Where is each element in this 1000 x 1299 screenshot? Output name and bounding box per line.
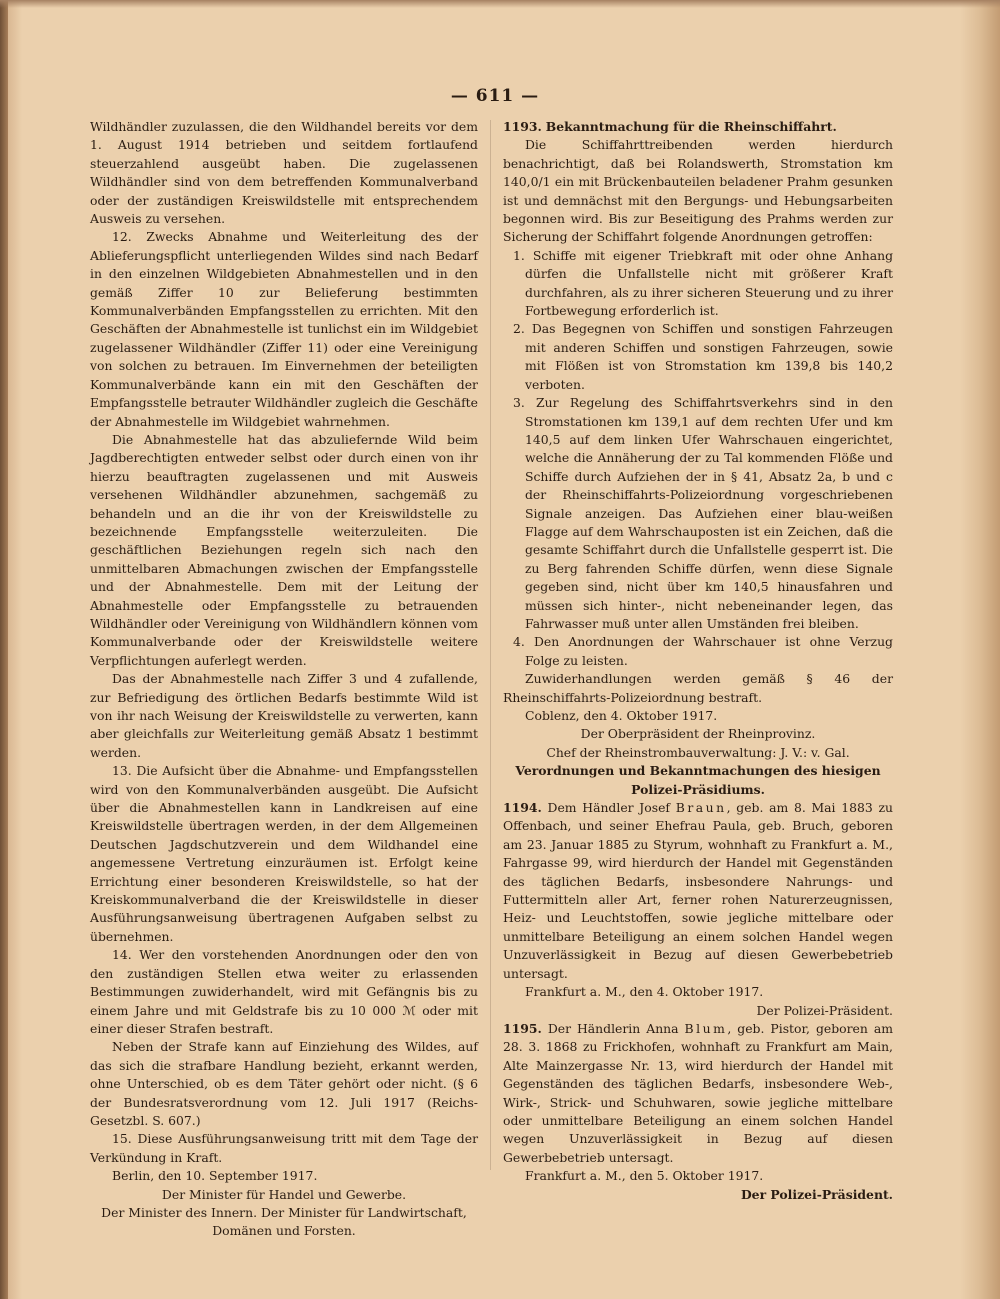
notice-1195 bbox=[503, 1020, 893, 1167]
notice-1193-item-2: 2. Das Begegnen von Schiffen und sonstigen Fahrzeugen mit anderen Schiffen und sonstigen Fahrzeugen, sowie mit Flößen ist von Stromstation km 139,8 bis 140,2 verboten. bbox=[513, 321, 893, 392]
section-12: 12. Zwecks Abnahme und Weiterleitung des der Ablieferungspflicht unterliegenden Wildes sind nach Bedarf in den einzelnen Wildgebieten Abnahmestellen und in den gemäß Ziffer 10 zur Belieferung bestimmten Kommunalverbänden Empfangsstellen zu errichten. Mit den Geschäften der Abnahmestelle ist tunlichst ein im Wildgebiet zugelassener Wildhändler (Ziffer 11) oder eine Vereinigung von solchen zu betrauen. Im Einvernehmen der beteiligten Kommunalverbände kann ein mit den Geschäften der Empfangsstelle betrauter Wildhändler zugleich die Geschäfte der Abnahmestelle im Wildgebiet wahrnehmen. bbox=[90, 229, 478, 429]
notice-1195-name: Blum bbox=[684, 1020, 728, 1036]
notice-1194-date: Frankfurt a. M., den 4. Oktober 1917. bbox=[525, 984, 764, 1000]
notice-1194-signature: Der Polizei-Präsident. bbox=[756, 1002, 893, 1018]
notice-1193-title: Bekanntmachung für die Rheinschiffahrt. bbox=[545, 119, 837, 134]
notice-1193-signature-1: Der Oberpräsident der Rheinprovinz. bbox=[580, 726, 816, 742]
notice-1195-text-b: , geb. Pistor, geboren am 28. 3. 1868 zu Frickhofen, wohnhaft zu Frankfurt am Main, Alte Mainzergasse Nr. 13, wird hierdurch der Handel mit Gegenständen des täglichen Bedarfs, insbesondere Web-, Wirk-, Strick- und Schuhwaren, sowie jegliche mittelbare oder unmittelbare Beteiligung an einem solchen Handel wegen Unzuverlässigkeit in Bezug auf diesen Gewerbebetrieb untersagt. bbox=[503, 1020, 893, 1165]
notice-1194-text-b: , geb. am 8. Mai 1883 zu Offenbach, und seiner Ehefrau Paula, geb. Bruch, geboren am 23. Januar 1885 zu Styrum, wohnhaft zu Frankfurt a. M., Fahrgasse 99, wird hierdurch der Handel mit Gegenständen des täglichen Bedarfs, insbesondere Nahrungs- und Futtermitteln aller Art, ferner rohen Naturerzeugnissen, Heiz- und Leuchtstoffen, sowie jegliche mittelbare oder unmittelbare Beteiligung an einem solchen Handel wegen Unzuverlässigkeit in Bezug auf diesen Gewerbebetrieb untersagt. bbox=[503, 800, 893, 981]
left-paragraph-6: Neben der Strafe kann auf Einziehung des Wildes, auf das sich die strafbare Handlung bezieht, erkannt werden, ohne Unterschied, ob es dem Täter gehört oder nicht. (§ 6 der Bundesratsverordnung vom 12. Juli 1917 (Reichs-Gesetzbl. S. 607.) bbox=[90, 1039, 478, 1128]
notice-1195-signature: Der Polizei-Präsident. bbox=[740, 1186, 893, 1202]
notice-1195-text-a: Der Händlerin Anna bbox=[547, 1020, 685, 1036]
notice-1194 bbox=[503, 799, 893, 983]
section-15: 15. Diese Ausführungsanweisung tritt mit dem Tage der Verkündung in Kraft. bbox=[90, 1131, 478, 1165]
notice-1193-signature-2: Chef der Rheinstrombauverwaltung: J. V.: v. Gal. bbox=[546, 744, 850, 760]
page-top-edge bbox=[0, 0, 1000, 8]
left-signature-1: Der Minister für Handel und Gewerbe. bbox=[161, 1186, 407, 1202]
book-binding-edge bbox=[0, 0, 8, 1299]
left-signature-2: Der Minister des Innern. Der Minister für Landwirtschaft, Domänen und Forsten. bbox=[101, 1204, 467, 1239]
notice-1193-penalty: Zuwiderhandlungen werden gemäß § 46 der Rheinschiffahrts-Polizeiordnung bestraft. bbox=[503, 671, 893, 705]
notice-1193-date: Coblenz, den 4. Oktober 1917. bbox=[525, 708, 718, 723]
notice-1194-name: Braun bbox=[675, 800, 727, 816]
notice-1193-item-4: 4. Den Anordnungen der Wahrschauer ist ohne Verzug Folge zu leisten. bbox=[513, 634, 893, 668]
left-paragraph-3: Das der Abnahmestelle nach Ziffer 3 und 4 zufallende, zur Befriedigung des örtlichen Bedarfs bestimmte Wild ist von ihr nach Weisung der Kreiswildstelle zu verwerten, kann aber gleichfalls zur Weiterleitung gemäß Absatz 1 bestimmt werden. bbox=[90, 671, 478, 760]
section-13: 13. Die Aufsicht über die Abnahme- und Empfangsstellen wird von den Kommunalverbänden ausgeübt. Die Aufsicht über die Abnahmestellen kann in Landkreisen auf eine Kreiswildstelle übertragen werden, in der dem Allgemeinen Deutschen Jagdschutzverein und dem Wildhandel eine angemessene Vertretung einzuräumen ist. Erfolgt keine Errichtung einer besonderen Kreiswildstelle, so hat der Kreiskommunalverband die der Kreiswildstelle in dieser Ausführungsanweisung übertragenen Aufgaben selbst zu übernehmen. bbox=[90, 763, 478, 944]
right-column bbox=[503, 118, 893, 1204]
notice-1195-date: Frankfurt a. M., den 5. Oktober 1917. bbox=[525, 1168, 764, 1184]
notice-1193-item-1: 1. Schiffe mit eigener Triebkraft mit oder ohne Anhang dürfen die Unfallstelle nicht mit größerer Kraft durchfahren, als zu ihrer sicheren Steuerung und zu ihrer Fortbewegung erforderlich ist. bbox=[513, 247, 893, 319]
notice-1193-item-3: 3. Zur Regelung des Schiffahrtsverkehrs sind in den Stromstationen km 139,1 auf dem rechten Ufer und km 140,5 auf dem linken Ufer Wahrschauen eingerichtet, welche die Annäherung der zu Tal kommenden Flöße und Schiffe durch Aufziehen der in § 41, Absatz 2a, b und c der Rheinschiffahrts-Polizeiordnung vorgeschriebenen Signale anzeigen. Das Aufziehen einer blau-weißen Flagge auf dem Wahrschauposten ist ein Zeichen, daß die gesamte Schiffahrt durch die Unfallstelle gesperrt ist. Die zu Berg fahrenden Schiffe dürfen, wenn diese Signale gegeben sind, nicht über km 140,5 hinausfahren und müssen sich hinter-, nicht nebeneinander legen, das Fahrwasser muß unter allen Umständen frei bleiben. bbox=[513, 395, 893, 631]
notice-1193-intro: Die Schiffahrttreibenden werden hierdurch benachrichtigt, daß bei Rolandswerth, Stromstation km 140,0/1 ein mit Brückenbauteilen beladener Prahm gesunken ist und demnächst mit den Bergungs- und Hebungsarbeiten begonnen wird. Bis zur Beseitigung des Prahms werden zur Sicherung der Schiffahrt folgende Anordnungen getroffen: bbox=[503, 137, 893, 245]
notice-1193-number: 1193. bbox=[503, 119, 542, 134]
notice-1194-number: 1194. bbox=[503, 800, 542, 816]
section-heading: Verordnungen und Bekanntmachungen des hiesigen Polizei-Präsidiums. bbox=[515, 763, 881, 797]
left-paragraph-0: Wildhändler zuzulassen, die den Wildhandel bereits vor dem 1. August 1914 betrieben und seitdem fortlaufend steuerzahlend ausgeübt haben. Die zugelassenen Wildhändler sind von dem betreffenden Kommunalverband oder der zuständigen Kreiswildstelle mit entsprechendem Ausweis zu versehen. bbox=[90, 119, 478, 227]
left-column bbox=[90, 118, 478, 1241]
notice-1194-text-a: Dem Händler Josef bbox=[547, 800, 676, 816]
left-date: Berlin, den 10. September 1917. bbox=[112, 1168, 318, 1184]
page-number: — 611 — bbox=[450, 86, 540, 106]
notice-1193-header bbox=[503, 118, 893, 136]
left-paragraph-2: Die Abnahmestelle hat das abzuliefernde Wild beim Jagdberechtigten entweder selbst oder durch einen von ihr hierzu beauftragten zugelassenen und mit Ausweis versehenen Wildhändler abzunehmen, sachgemäß zu behandeln und an die ihr von der Kreiswildstelle zu bezeichnende Empfangsstelle weiterzuleiten. Die geschäftlichen Beziehungen regeln sich nach den unmittelbaren Abmachungen zwischen der Empfangsstelle und der Abnahmestelle. Dem mit der Leitung der Abnahmestelle oder Empfangsstelle zu betrauenden Wildhändler oder Vereinigung von Wildhändlern können vom Kommunalverbande oder der Kreiswildstelle weitere Verpflichtungen auferlegt werden. bbox=[90, 431, 478, 668]
section-14: 14. Wer den vorstehenden Anordnungen oder den von den zuständigen Stellen etwa weiter zu erlassenden Bestimmungen zuwiderhandelt, wird mit Gefängnis bis zu einem Jahre und mit Geldstrafe bis zu 10 000 ℳ oder mit einer dieser Strafen bestraft. bbox=[90, 947, 478, 1036]
column-divider bbox=[490, 120, 491, 1170]
notice-1195-number: 1195. bbox=[503, 1020, 542, 1036]
